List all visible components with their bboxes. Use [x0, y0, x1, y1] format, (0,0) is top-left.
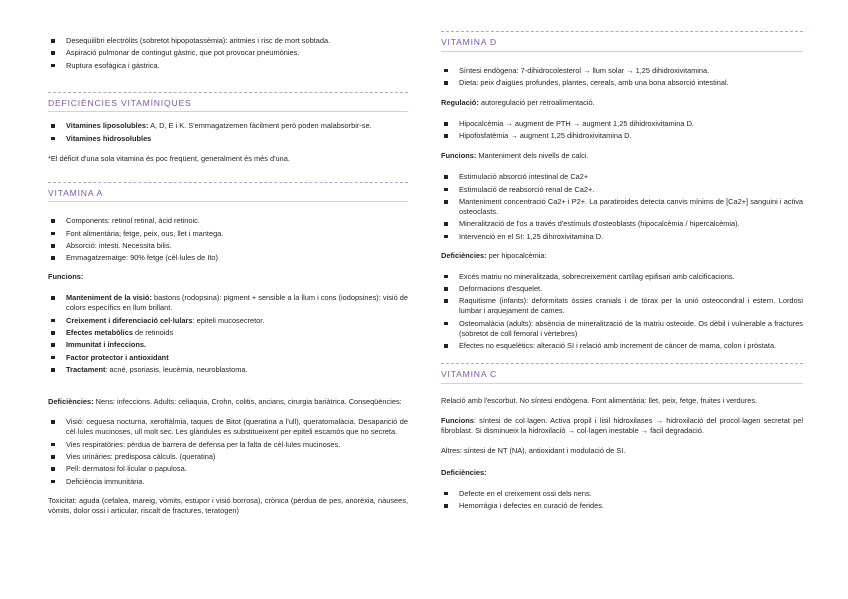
list-item: Vies urinàries: predisposa càlculs. (queratina): [48, 452, 408, 462]
vitamin-c-intro: Relació amb l'escorbut. No síntesi endògena. Font alimentària: llet, peix, fetge, fruites i verdures.: [441, 395, 758, 405]
list-item: Efectes metabòlics de retinoids: [48, 328, 408, 338]
list-item: Estimulació absorció intestinal de Ca2+: [441, 172, 803, 182]
left-column: [48, 0, 408, 523]
list-item: Creixement i diferenciació cel·lulars: epiteli mucosecretor.: [48, 316, 408, 326]
vitamin-c-deficiencies-list: [441, 489, 803, 511]
vitamin-a-info-list: [48, 216, 408, 263]
list-item: Vitamines liposolubles: A, D, E i K. S'emmagatzemen fàcilment però poden malabsorbir-se.: [48, 121, 408, 131]
list-item: Emmagatzematge: 90% fetge (cèl·lules de Ito): [48, 253, 408, 263]
list-item: Manteniment concentració Ca2+ i P2+. La paratiroides detecta canvis mínims de [Ca2+] sanguini i activa osteoclasts.: [441, 197, 803, 217]
list-item: Absorció: intesti. Necessita bilis.: [48, 241, 408, 251]
right-column: [441, 0, 803, 513]
list-item: Components: retinol retinal, àcid retinoic.: [48, 216, 408, 226]
list-item: Síntesi endògena: 7-dihidrocolesterol → llum solar → 1,25 dihidroxivitamina.: [441, 66, 803, 76]
list-item: Hemorràgia i defectes en curació de ferides.: [441, 501, 803, 511]
vitamin-a-deficiencies: Deficiències: Nens: infeccions. Adults: celiaquia, Crohn, colitis, ancians, cirurgia bariàtrica. Conseqüències:: [48, 397, 402, 407]
list-item: Hipofosfatèmia → augment 1,25 dihidroxivitamina D.: [441, 131, 803, 141]
list-item: Aspiració pulmonar de contingut gàstric, que pot provocar pneumònies.: [48, 48, 408, 58]
vitamin-d-deficiencies: Deficiències: per hipocalcèmia:: [441, 250, 547, 260]
vitamin-a-funcions-list: [48, 293, 408, 375]
funcions-heading: Funcions:: [48, 272, 84, 282]
list-item: Pell: dermatosi fol·licular o papulosa.: [48, 464, 408, 474]
section-vitamina-a: [48, 182, 408, 203]
list-item: Intervenció en el SI: 1,25 dihiroxivitamina D.: [441, 232, 803, 242]
vitamin-d-sources-list: [441, 66, 803, 88]
list-item: Font alimentària; fetge, peix, ous, llet i mantega.: [48, 229, 408, 239]
list-item: Hipocalcèmia → augment de PTH → augment 1,25 dihidroxivitamina D.: [441, 119, 803, 129]
list-item: Dieta: peix d'aigües profundes, plantes, cereals, amb una bona absorció intestinal.: [441, 78, 803, 88]
vitamin-a-toxicitat: Toxicitat: aguda (cefalea, mareig, vòmits, estupor i visió borrosa), crònica (pèrdua de pes, anorèxia, nàusees, vòmits, dolor ossi i articular, riscalt de fractures, teratogen): [48, 495, 408, 515]
list-item: Visió: ceguesa nocturna, xeroftàlmia, taques de Bitot (queratina a l'ull), queratomalàcia. Desaparició de cèl·lules mucinoses, ull molt sec. Les glàndules es substitueixent per epiteli escamós que no secreta.: [48, 417, 408, 437]
list-item: Excés matriu no mineralitzada, sobrecreixement cartílag epifisari amb calcificacions.: [441, 272, 803, 282]
section-vitamina-c: [441, 363, 803, 384]
list-item: Mineralització de l'os a través d'estímuls d'osteoblasts (hipocalcèmia / hipercalcèmia).: [441, 219, 803, 229]
section-title: VITAMINA D: [441, 37, 803, 52]
list-item: Deficiència immunitària.: [48, 477, 408, 487]
vitamin-d-regulacio: Regulació: autoregulació per retroalimentació.: [441, 97, 595, 107]
list-item: Estimulació de reabsorció renal de Ca2+.: [441, 185, 803, 195]
section-title: VITAMINA A: [48, 188, 408, 203]
section-title: DEFICIÈNCIES VITAMÍNIQUES: [48, 98, 408, 113]
vitamin-d-deficiencies-list: [441, 272, 803, 351]
section-vitamina-d: [441, 31, 803, 52]
list-item: Ruptura esofàgica i gàstrica.: [48, 61, 408, 71]
vitamin-c-altres: Altres: síntesi de NT (NA), antioxidant i modulació de SI.: [441, 445, 626, 455]
deficiencies-list: [48, 121, 408, 143]
vitamin-d-funcions-list: [441, 172, 803, 241]
section-title: VITAMINA C: [441, 369, 803, 384]
section-deficiencies-vitaminiques: [48, 92, 408, 113]
deficiencies-note: *El dèficit d'una sola vitamina és poc freqüent, generalment és més d'una.: [48, 153, 290, 163]
list-item: Osteomalàcia (adults): absència de mineralització de la matriu osteoide. Os dèbil i vulnerable a fractures (sobretot de coll femoral i vèrtebres): [441, 319, 803, 339]
list-item: Deformacions d'esquelet.: [441, 284, 803, 294]
list-item: Immunitat i infeccions.: [48, 340, 408, 350]
list-item: Defecte en el creixement ossi dels nens.: [441, 489, 803, 499]
list-item: Factor protector i antioxidant: [48, 353, 408, 363]
list-item: Desequilibri electròlits (sobretot hipopotassèmia): aritmies i risc de mort sobtada.: [48, 36, 408, 46]
vitamin-a-consequencies-list: [48, 417, 408, 486]
list-item: Manteniment de la visió: bastons (rodopsina): pigment + sensible a la llum i cons (iodopsines): visió de colors específics en llum brillant.: [48, 293, 408, 313]
vitamin-d-funcions: Funcions: Manteniment dels nivells de calci.: [441, 151, 589, 161]
vitamin-d-regulacio-list: [441, 119, 803, 141]
list-item: Vitamines hidrosolubles: [48, 134, 408, 144]
list-item: Raquitisme (infants): deformitats òssies cranials i de tòrax per la unió osteocondral i estern. Lordosi lumbar i arquejament de cames.: [441, 296, 803, 316]
complications-list: [48, 36, 408, 71]
list-item: Efectes no esquelètics: alteració SI i relació amb increment de càncer de mama, colon i pròstata.: [441, 341, 803, 351]
vitamin-c-deficiencies-heading: Deficiències:: [441, 467, 487, 477]
list-item: Tractament: acné, psoriasis, leucèmia, neuroblastoma.: [48, 365, 408, 375]
vitamin-c-funcions: Funcions: síntesi de col·lagen. Activa propil i lisil hidroxilases → hidroxilació del procol·lagen secretat pel fibroblast. Si disminueix la hidroxilació → col·lagen inestable → fàcil degradació.: [441, 415, 803, 435]
list-item: Vies respiratòries: pèrdua de barrera de defensa per la falta de cèl·lules mucinoses.: [48, 440, 408, 450]
